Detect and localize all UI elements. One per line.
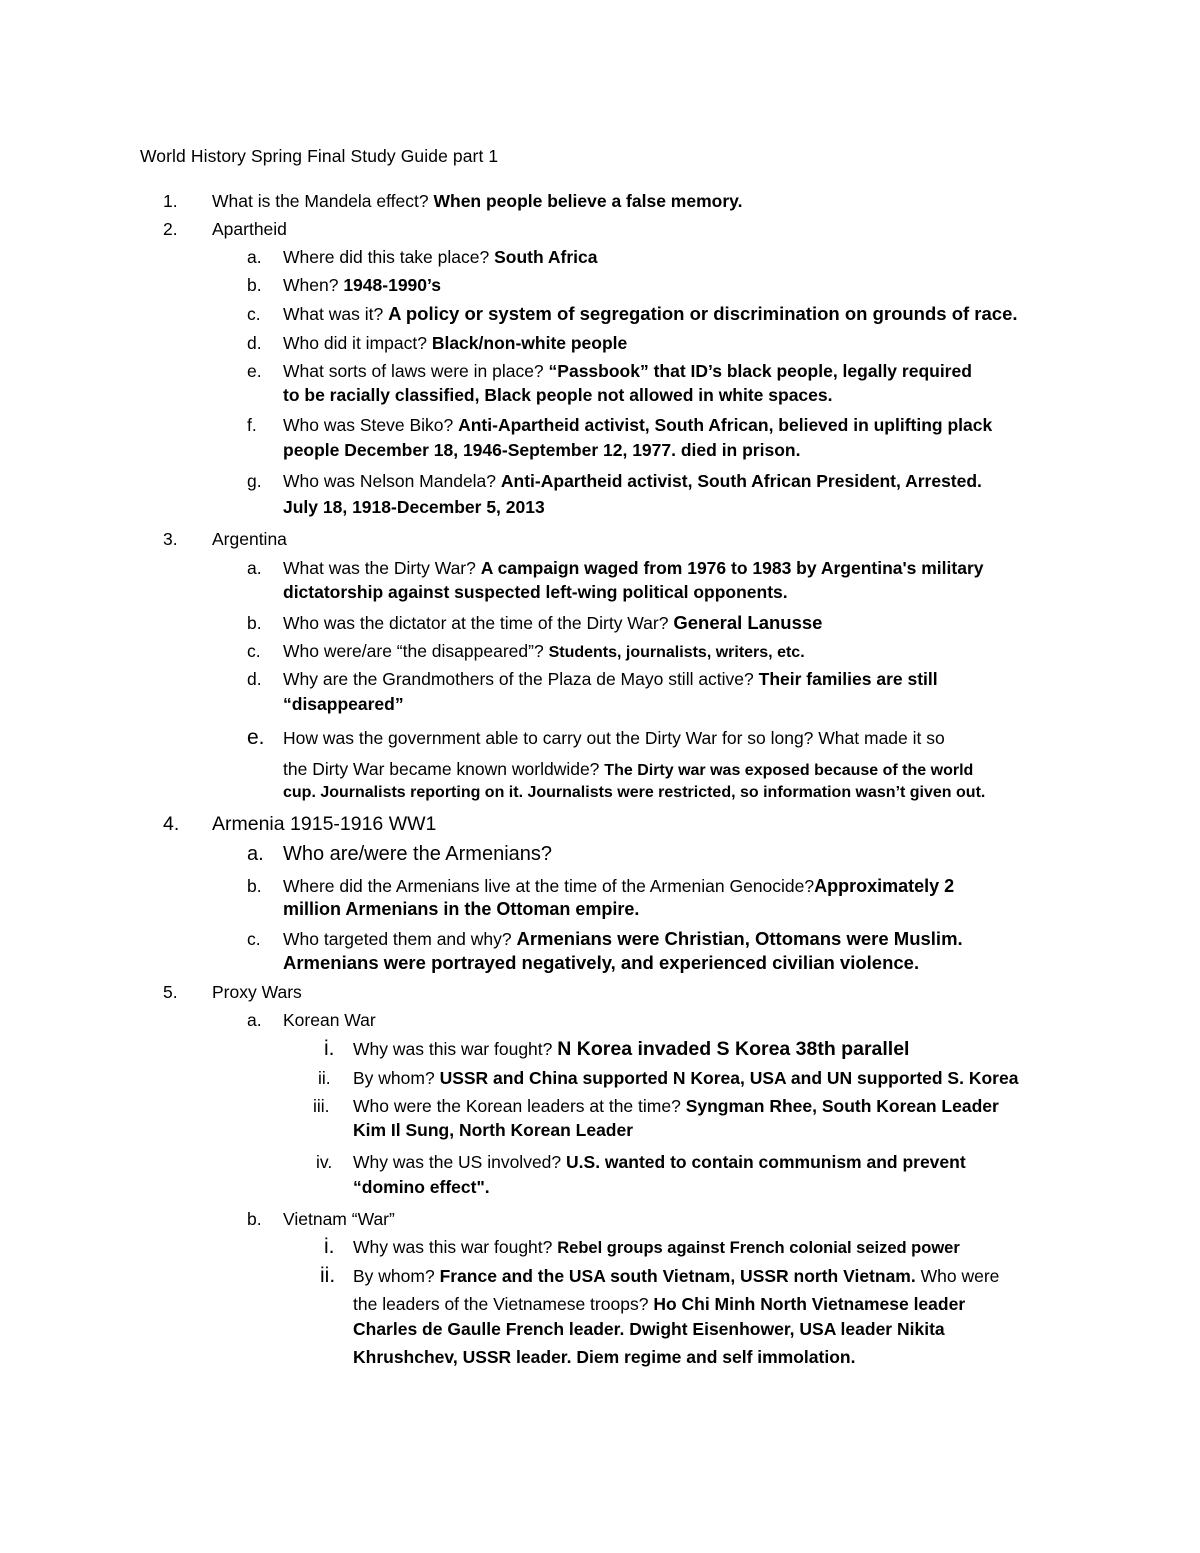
list-marker: c. — [247, 641, 261, 661]
answer: A campaign waged from 1976 to 1983 by Argentina's military — [480, 558, 984, 578]
question: Who was Steve Biko? — [283, 415, 454, 435]
list-marker: a. — [247, 247, 262, 267]
answer: Anti-Apartheid activist, South African President, Arrested. — [500, 471, 982, 491]
answer-continuation: to be racially classified, Black people not allowed in white spaces. — [283, 385, 833, 405]
question-continuation: the leaders of the Vietnamese troops? — [353, 1294, 649, 1314]
list-marker: f. — [247, 415, 257, 435]
answer: Ho Chi Minh North Vietnamese leader — [653, 1294, 966, 1314]
answer-continuation: million Armenians in the Ottoman empire. — [283, 899, 640, 919]
list-marker: ii. — [320, 1264, 336, 1287]
question: Who were the Korean leaders at the time? — [353, 1096, 681, 1116]
list-marker: b. — [247, 876, 262, 896]
question: Who was the dictator at the time of the Dirty War? — [283, 613, 669, 633]
document-title: World History Spring Final Study Guide part 1 — [140, 146, 499, 166]
answer: N Korea invaded S Korea 38th parallel — [557, 1038, 910, 1060]
answer: Their families are still — [758, 669, 938, 689]
answer: General Lanusse — [673, 612, 823, 633]
list-marker: b. — [247, 613, 262, 633]
list-marker: e. — [247, 361, 262, 381]
answer-continuation: Kim Il Sung, North Korean Leader — [353, 1120, 634, 1140]
answer-continuation: July 18, 1918-December 5, 2013 — [283, 497, 545, 517]
answer-continuation: dictatorship against suspected left-wing political opponents. — [283, 582, 788, 602]
question: Who were/are “the disappeared”? — [283, 641, 544, 661]
section-label: Korean War — [283, 1010, 376, 1030]
answer-continuation: Charles de Gaulle French leader. Dwight Eisenhower, USA leader Nikita — [353, 1319, 945, 1339]
answer-continuation: Khrushchev, USSR leader. Diem regime and self immolation. — [353, 1347, 856, 1367]
list-marker: e. — [247, 726, 265, 749]
question-continuation-row — [283, 755, 973, 785]
answer: “Passbook” that ID’s black people, legally required — [548, 361, 972, 381]
list-marker: c. — [247, 929, 261, 949]
answer: USSR and China supported N Korea, USA and UN supported S. Korea — [439, 1068, 1019, 1088]
question: Why was this war fought? — [353, 1039, 553, 1059]
list-marker: iii. — [313, 1096, 330, 1116]
list-marker: 3. — [163, 529, 178, 549]
answer: U.S. wanted to contain communism and prevent — [566, 1152, 966, 1172]
question: Who did it impact? — [283, 333, 427, 353]
question: Why was this war fought? — [353, 1237, 553, 1257]
section-label: Proxy Wars — [212, 982, 302, 1002]
list-marker: b. — [247, 1209, 262, 1229]
question: Who targeted them and why? — [283, 929, 512, 949]
question: By whom? — [353, 1266, 435, 1286]
question: When? — [283, 275, 339, 295]
list-marker: a. — [247, 1010, 262, 1030]
question: Who are/were the Armenians? — [283, 843, 553, 865]
list-marker: a. — [247, 558, 262, 578]
answer-continuation: “domino effect". — [353, 1177, 490, 1197]
question: Who was Nelson Mandela? — [283, 471, 497, 491]
answer-continuation: cup. Journalists reporting on it. Journalists were restricted, so information wasn’t given out. — [283, 784, 986, 801]
question: How was the government able to carry out the Dirty War for so long? What made it so — [283, 728, 945, 748]
list-marker: g. — [247, 471, 262, 491]
question: Why was the US involved? — [353, 1152, 562, 1172]
answer: Approximately 2 — [814, 876, 955, 896]
list-marker: d. — [247, 333, 262, 353]
list-marker: b. — [247, 275, 262, 295]
answer: Students, journalists, writers, etc. — [548, 644, 805, 661]
list-marker: a. — [247, 843, 264, 865]
answer: Black/non-white people — [431, 333, 628, 353]
answer: Anti-Apartheid activist, South African, believed in uplifting plack — [458, 415, 993, 435]
answer: South Africa — [494, 247, 598, 267]
question: Why are the Grandmothers of the Plaza de Mayo still active? — [283, 669, 754, 689]
answer: Syngman Rhee, South Korean Leader — [685, 1096, 999, 1116]
answer: Armenians were Christian, Ottomans were Muslim. — [516, 928, 963, 949]
answer: 1948-1990’s — [343, 275, 441, 295]
section-label: Vietnam “War” — [283, 1209, 395, 1229]
section-label: Apartheid — [212, 219, 287, 239]
leaders-row — [353, 1290, 965, 1318]
answer: The Dirty war was exposed because of the world — [604, 762, 974, 779]
answer-continuation: Armenians were portrayed negatively, and experienced civilian violence. — [283, 952, 920, 973]
question: What is the Mandela effect? — [212, 191, 429, 211]
list-marker: i. — [324, 1235, 335, 1258]
answer: France and the USA south Vietnam, USSR north Vietnam. — [439, 1266, 916, 1286]
list-marker: 5. — [163, 982, 178, 1002]
question: What was it? — [283, 304, 384, 324]
list-marker: i. — [324, 1037, 335, 1060]
answer-continuation: people December 18, 1946-September 12, 1977. died in prison. — [283, 440, 801, 460]
question: By whom? — [353, 1068, 435, 1088]
question: What was the Dirty War? — [283, 558, 476, 578]
question: Where did this take place? — [283, 247, 490, 267]
section-label: Argentina — [212, 529, 287, 549]
question: What sorts of laws were in place? — [283, 361, 544, 381]
list-marker: ii. — [318, 1068, 331, 1088]
question: Where did the Armenians live at the time of the Armenian Genocide? — [283, 876, 815, 896]
list-marker: iv. — [316, 1152, 333, 1172]
section-label: Armenia 1915-1916 WW1 — [212, 813, 437, 835]
question-continuation: the Dirty War became known worldwide? — [283, 759, 600, 779]
list-marker: c. — [247, 304, 261, 324]
question-continuation: Who were — [920, 1266, 1000, 1286]
list-marker: 2. — [163, 219, 178, 239]
answer-continuation: “disappeared” — [283, 694, 404, 714]
list-marker: 4. — [163, 813, 180, 835]
list-marker: d. — [247, 669, 262, 689]
answer: When people believe a false memory. — [433, 191, 743, 211]
answer: Rebel groups against French colonial seized power — [557, 1239, 960, 1257]
answer: A policy or system of segregation or discrimination on grounds of race. — [388, 303, 1018, 324]
list-marker: 1. — [163, 191, 178, 211]
